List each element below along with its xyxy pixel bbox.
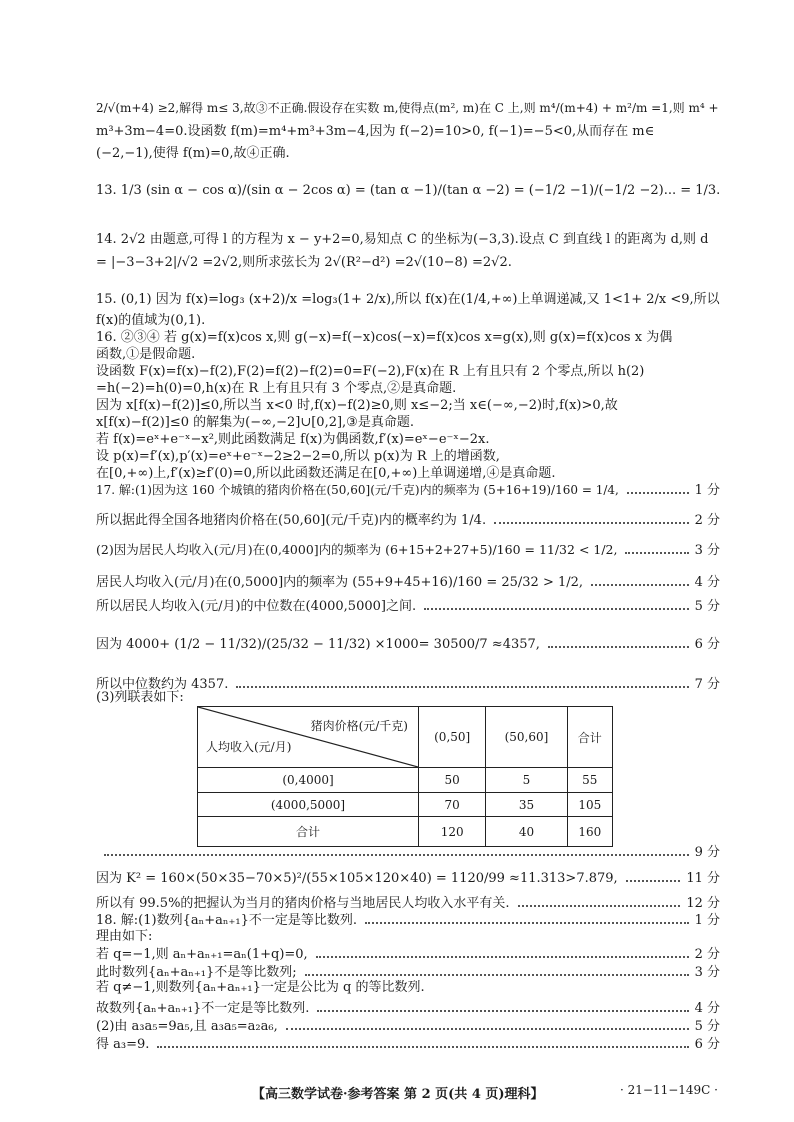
dot-leader xyxy=(317,1010,688,1012)
points: 6 分 xyxy=(694,1037,720,1052)
question-16-line: 设函数 F(x)=f(x)−f(2),F(2)=f(2)−f(2)=0=F(−2),F(x)在 R 上有且只有 2 个零点,所以 h(2) xyxy=(96,364,645,379)
points: 1 分 xyxy=(694,913,720,928)
dot-leader xyxy=(518,905,681,907)
dot-leader xyxy=(236,686,688,688)
scored-line xyxy=(96,910,720,928)
question-16-line: 若 f(x)=eˣ+e⁻ˣ−x²,则此函数满足 f(x)为偶函数,f′(x)=eˣ−e⁻ˣ−2x. xyxy=(96,432,490,447)
question-15-line: f(x)的值域为(0,1). xyxy=(96,313,206,328)
table-cell: 40 xyxy=(486,817,567,847)
dot-leader xyxy=(286,1028,689,1030)
line-text: 此时数列{aₙ+aₙ₊₁}不是等比数列; xyxy=(96,965,297,980)
column-header: 合计 xyxy=(567,707,612,768)
line-text: 得 a₃=9. xyxy=(96,1037,150,1052)
diagonal-line xyxy=(198,707,418,767)
points: 5 分 xyxy=(694,599,720,614)
table-cell: 70 xyxy=(419,792,486,817)
points: 5 分 xyxy=(694,1019,720,1034)
contingency-table xyxy=(197,706,613,847)
line-text: 所以有 99.5%的把握认为当月的猪肉价格与当地居民人均收入水平有关. xyxy=(96,896,510,911)
question-14-line: = |−3−3+2|/√2 =2√2,则所求弦长为 2√(R²−d²) =2√(10−8) =2√2. xyxy=(96,255,512,270)
scored-line xyxy=(96,480,720,498)
question-16-line: x[f(x)−f(2)]≤0 的解集为(−∞,−2]∪[0,2],③是真命题. xyxy=(96,415,414,430)
points: 1 分 xyxy=(694,483,720,498)
dot-leader xyxy=(625,552,688,554)
dot-leader xyxy=(548,646,689,648)
points: 7 分 xyxy=(694,677,720,692)
scored-line xyxy=(96,572,720,590)
column-header: (0,50] xyxy=(419,707,486,768)
table-header-row xyxy=(198,707,613,768)
row-label: (0,4000] xyxy=(198,768,419,793)
table-cell: 5 xyxy=(486,768,567,793)
scored-line xyxy=(96,962,720,980)
scored-line xyxy=(96,1016,720,1034)
line-text: 所以据此得全国各地猪肉价格在(50,60](元/千克)内的概率约为 1/4. xyxy=(96,513,487,528)
dot-leader xyxy=(627,492,689,494)
question-16-line: 设 p(x)=f′(x),p′(x)=eˣ+e⁻ˣ−2≥2−2=0,所以 p(x)为 R 上的增函数, xyxy=(96,449,500,464)
points: 6 分 xyxy=(694,637,720,652)
scored-line xyxy=(96,634,720,652)
dot-leader xyxy=(316,956,689,958)
line-text: 所以中位数约为 4357. xyxy=(96,677,229,692)
line-text: 居民人均收入(元/月)在(0,5000]内的频率为 (55+9+45+16)/160 = 25/32 > 1/2, xyxy=(96,575,584,590)
table-cell: 105 xyxy=(567,792,612,817)
table-cell: 35 xyxy=(486,792,567,817)
row-label: (4000,5000] xyxy=(198,792,419,817)
table-cell: 55 xyxy=(567,768,612,793)
header-row-label: 人均收入(元/月) xyxy=(206,740,292,754)
table-cell: 120 xyxy=(419,817,486,847)
points: 11 分 xyxy=(686,871,720,886)
points: 12 分 xyxy=(686,896,720,911)
question-13: 13. 1/3 (sin α − cos α)/(sin α − 2cos α) = (tan α −1)/(tan α −2) = (−1/2 −1)/(−1/2 −2)... = 1/3. xyxy=(96,183,721,198)
points: 4 分 xyxy=(694,1001,720,1016)
scored-line xyxy=(96,674,720,692)
scored-line xyxy=(96,998,720,1016)
row-label: 合计 xyxy=(198,817,419,847)
dot-leader xyxy=(157,1046,688,1048)
footer-code: · 21−11−149C · xyxy=(620,1083,718,1097)
column-header: (50,60] xyxy=(486,707,567,768)
table-cell: 160 xyxy=(567,817,612,847)
line-text: 17. 解:(1)因为这 160 个城镇的猪肉价格在(50,60](元/千克)内的频率为 (5+16+19)/160 = 1/4, xyxy=(96,483,619,497)
line-text: (2)因为居民人均收入(元/月)在(0,4000]内的频率为 (6+15+2+27+5)/160 = 11/32 < 1/2, xyxy=(96,542,618,557)
points: 3 分 xyxy=(694,543,720,558)
scored-line xyxy=(96,868,720,886)
line-text: 若 q=−1,则 aₙ+aₙ₊₁=aₙ(1+q)=0, xyxy=(96,947,308,962)
dot-leader xyxy=(494,522,689,524)
question-15-line: 15. (0,1) 因为 f(x)=log₃ (x+2)/x =log₃(1+ 2/x),所以 f(x)在(1/4,+∞)上单调递减,又 1<1+ 2/x <9,所以 xyxy=(96,292,720,307)
scored-line xyxy=(96,540,720,558)
table-cell: 50 xyxy=(419,768,486,793)
question-16-line: 因为 x[f(x)−f(2)]≤0,所以当 x<0 时,f(x)−f(2)≥0,则 x≤−2;当 x∈(−∞,−2)时,f(x)>0,故 xyxy=(96,398,618,413)
table-row xyxy=(198,768,613,793)
table-intro: (3)列联表如下: xyxy=(96,690,184,705)
scored-line xyxy=(96,510,720,528)
points: 4 分 xyxy=(694,575,720,590)
points: 3 分 xyxy=(694,965,720,980)
line-text: 因为 K² = 160×(50×35−70×5)²/(55×105×120×40) = 1120/99 ≈11.313>7.879, xyxy=(96,871,618,886)
dot-leader xyxy=(591,584,689,586)
dot-leader xyxy=(305,974,689,976)
question-16-line: =h(−2)=h(0)=0,h(x)在 R 上有且只有 3 个零点,②是真命题. xyxy=(96,381,457,396)
points: 2 分 xyxy=(694,947,720,962)
diagonal-header-cell xyxy=(198,707,419,768)
dot-leader xyxy=(365,922,689,924)
scored-line xyxy=(96,842,720,860)
text-line: m³+3m−4=0.设函数 f(m)=m⁴+m³+3m−4,因为 f(−2)=10>0, f(−1)=−5<0,从而存在 m∈ xyxy=(96,124,655,139)
line-text: 故数列{aₙ+aₙ₊₁}不一定是等比数列. xyxy=(96,1001,310,1016)
scored-line xyxy=(96,1034,720,1052)
question-16-line: 16. ②③④ 若 g(x)=f(x)cos x,则 g(−x)=f(−x)cos(−x)=f(x)cos x=g(x),则 g(x)=f(x)cos x 为偶 xyxy=(96,330,673,345)
page-footer: 【高三数学试卷·参考答案 第 2 页(共 4 页)理科】 xyxy=(252,1087,544,1102)
points: 2 分 xyxy=(694,513,720,528)
line-text: 18. 解:(1)数列{aₙ+aₙ₊₁}不一定是等比数列. xyxy=(96,913,357,928)
scored-line xyxy=(96,944,720,962)
text-line: 若 q≠−1,则数列{aₙ+aₙ₊₁}一定是公比为 q 的等比数列. xyxy=(96,980,425,995)
text-line: (−2,−1),使得 f(m)=0,故④正确. xyxy=(96,146,290,161)
dot-leader xyxy=(424,608,688,610)
question-16-line: 函数,①是假命题. xyxy=(96,347,196,362)
text-line: 理由如下: xyxy=(96,929,153,944)
line-text: 所以居民人均收入(元/月)的中位数在(4000,5000]之间. xyxy=(96,599,417,614)
text-line: 2/√(m+4) ≥2,解得 m≤ 3,故③不正确.假设存在实数 m,使得点(m², m)在 C 上,则 m⁴/(m+4) + m²/m =1,则 m⁴ + xyxy=(96,101,719,115)
points: 9 分 xyxy=(694,845,720,860)
scored-line xyxy=(96,596,720,614)
header-column-label: 猪肉价格(元/千克) xyxy=(310,719,408,733)
line-text: (2)由 a₃a₅=9a₅,且 a₃a₅=a₂a₆, xyxy=(96,1019,278,1034)
dot-leader xyxy=(104,854,689,856)
question-14-line: 14. 2√2 由题意,可得 l 的方程为 x − y+2=0,易知点 C 的坐标为(−3,3).设点 C 到直线 l 的距离为 d,则 d xyxy=(96,232,709,247)
table-row xyxy=(198,792,613,817)
question-16-line: 在[0,+∞)上,f′(x)≥f′(0)=0,所以此函数还满足在[0,+∞)上单调递增,④是真命题. xyxy=(96,466,556,481)
dot-leader xyxy=(626,880,681,882)
line-text: 因为 4000+ (1/2 − 11/32)/(25/32 − 11/32) ×1000= 30500/7 ≈4357, xyxy=(96,637,540,652)
